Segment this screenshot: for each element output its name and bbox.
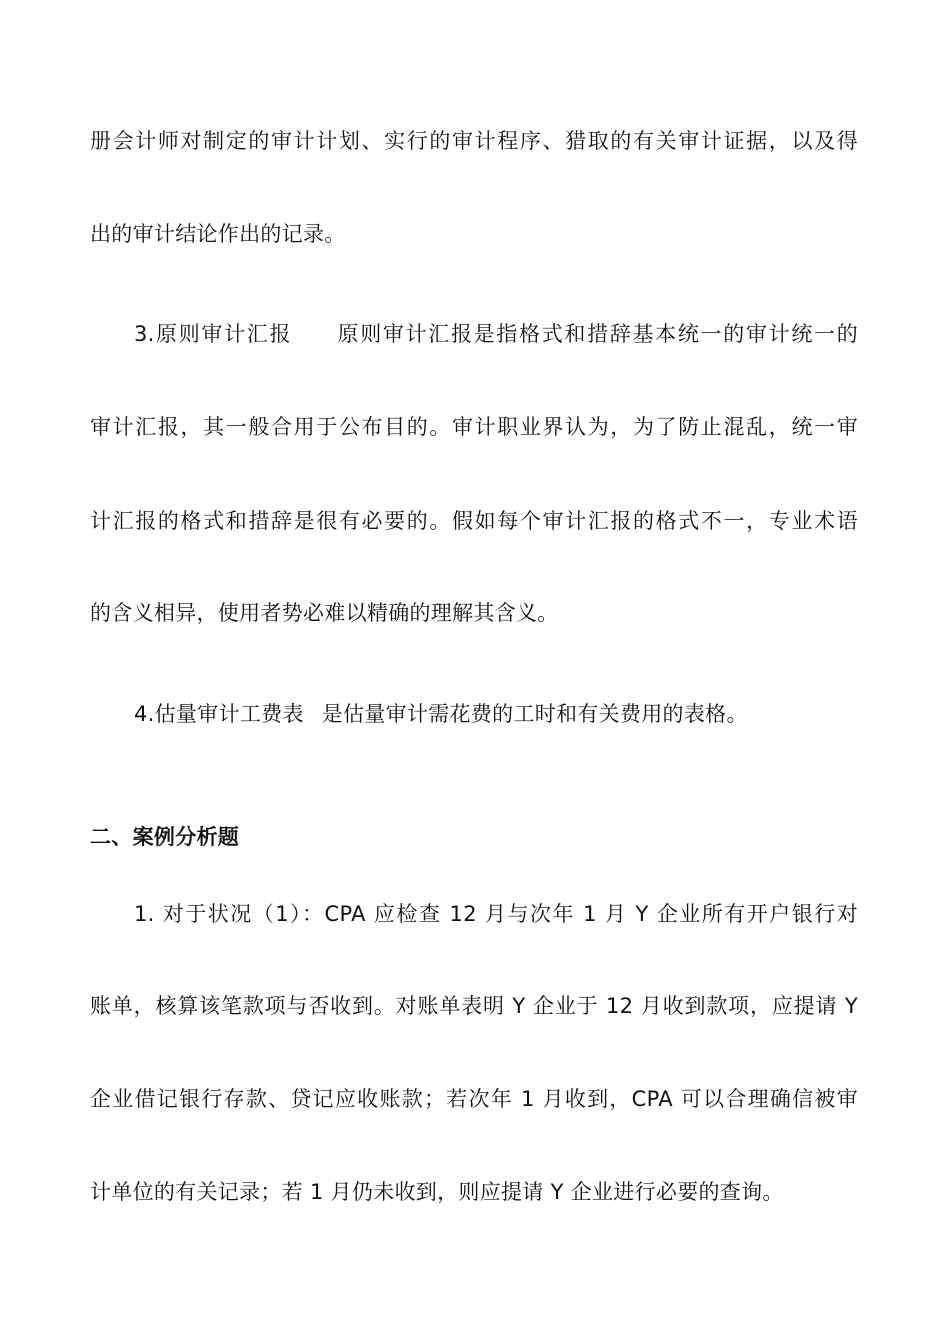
term-label: 3.原则审计汇报: [134, 322, 293, 346]
paragraph-line: 计汇报的格式和措辞是很有必要的。假如每个审计汇报的格式不一，专业术语: [90, 509, 858, 533]
paragraph-line: 出的审计结论作出的记录。: [90, 222, 346, 246]
paragraph-line: [134, 319, 858, 349]
paragraph-line: 账单，核算该笔款项与否收到。对账单表明 Y 企业于 12 月收到款项，应提请 Y: [90, 994, 858, 1018]
term-label: 4.估量审计工费表: [134, 702, 304, 726]
paragraph-line: [134, 699, 748, 729]
term-definition: 原则审计汇报是指格式和措辞基本统一的审计统一的: [336, 322, 858, 346]
paragraph-line: 册会计师对制定的审计计划、实行的审计程序、猎取的有关审计证据，以及得: [90, 129, 858, 153]
paragraph-line: 审计汇报，其一般合用于公布目的。审计职业界认为，为了防止混乱，统一审: [90, 415, 858, 439]
paragraph-line: 计单位的有关记录；若 1 月仍未收到，则应提请 Y 企业进行必要的查询。: [90, 1180, 784, 1204]
term-definition: 是估量审计需花费的工时和有关费用的表格。: [321, 702, 748, 726]
section-heading: 二、案例分析题: [90, 825, 240, 849]
paragraph-line: 的含义相异，使用者势必难以精确的理解其含义。: [90, 601, 559, 625]
paragraph-line: 企业借记银行存款、贷记应收账款；若次年 1 月收到，CPA 可以合理确信被审: [90, 1087, 858, 1111]
paragraph-line: 1. 对于状况（1）：CPA 应检查 12 月与次年 1 月 Y 企业所有开户银行对: [134, 902, 858, 926]
